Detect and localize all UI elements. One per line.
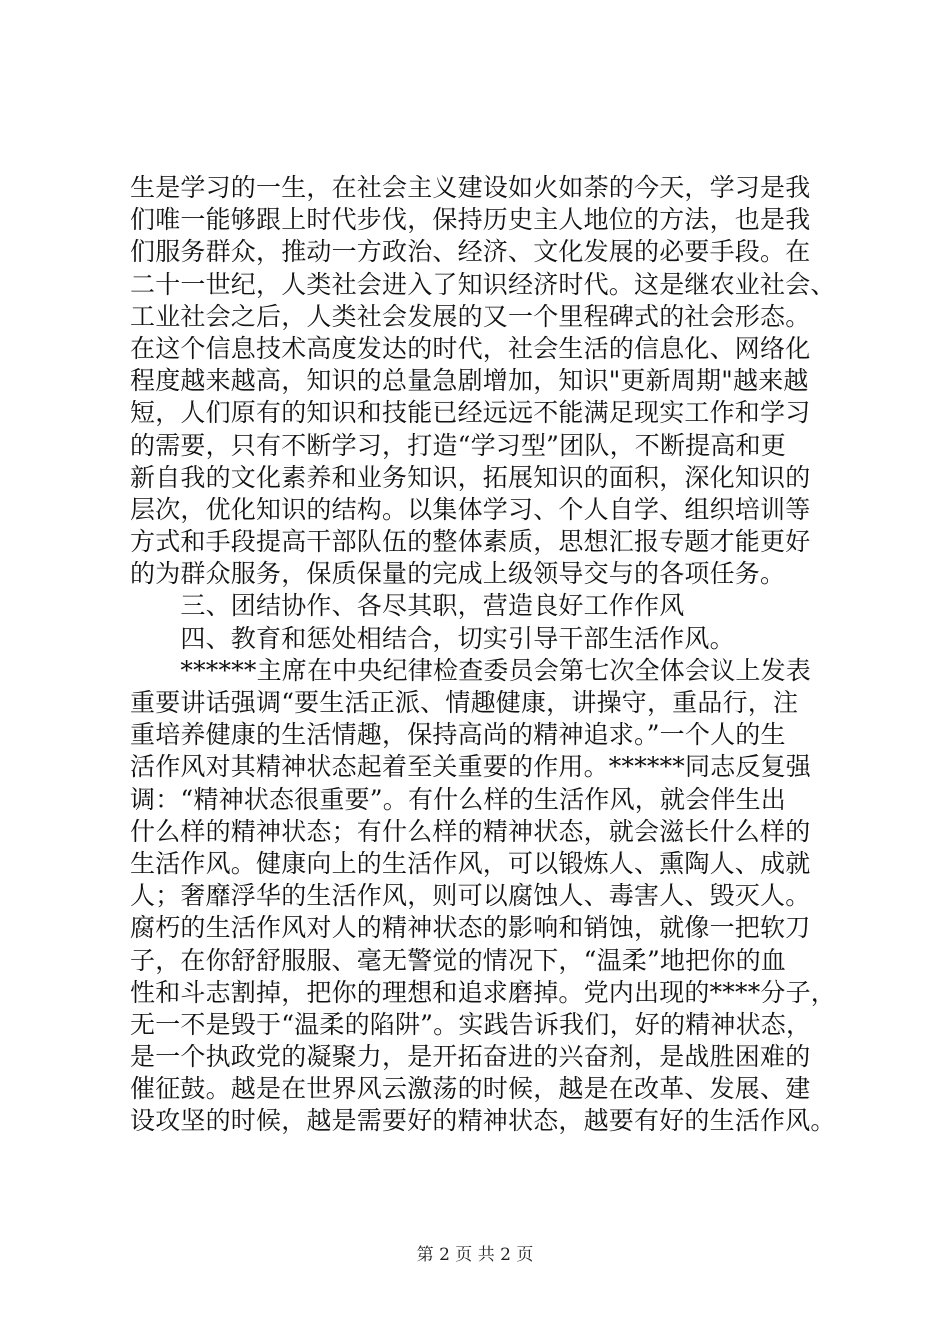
page-number-label: 第 2 页 共 2 页 [416,1245,534,1265]
text-line: 生活作风。健康向上的生活作风，可以锻炼人、熏陶人、成就 [130,848,811,878]
text-line: 重要讲话强调“要生活正派、情趣健康，讲操守，重品行，注 [130,688,799,717]
section-heading-3: 三、团结协作、各尽其职，营造良好工作作风 [130,591,685,621]
text-line: 二十一世纪，人类社会进入了知识经济时代。这是继农业社会、 [130,269,836,299]
text-line: 的需要，只有不断学习，打造“学习型”团队，不断提高和更 [130,430,786,460]
text-line: 层次，优化知识的结构。以集体学习、个人自学、组织培训等 [130,494,811,524]
text-line: 子，在你舒舒服服、毫无警觉的情况下，“温柔”地把你的血 [130,945,786,975]
text-line: 新自我的文化素养和业务知识，拓展知识的面积，深化知识的 [130,462,811,492]
text-line: ******主席在中央纪律检查委员会第七次全体会议上发表 [130,655,812,685]
text-line: 无一不是毁于“温柔的陷阱”。实践告诉我们，好的精神状态， [130,1009,812,1039]
text-line: 重培养健康的生活情趣，保持高尚的精神追求。”一个人的生 [130,720,786,750]
text-line: 腐朽的生活作风对人的精神状态的影响和销蚀，就像一把软刀 [130,913,811,943]
text-line: 程度越来越高，知识的总量急剧增加，知识"更新周期"越来越 [130,366,809,396]
body-text [130,172,837,1138]
page-footer [0,1240,950,1265]
text-line: 什么样的精神状态；有什么样的精神状态，就会滋长什么样的 [130,816,811,846]
text-line: 活作风对其精神状态起着至关重要的作用。******同志反复强 [130,752,812,782]
section-heading-4: 四、教育和惩处相结合，切实引导干部生活作风。 [130,623,735,653]
text-line: 调：“精神状态很重要”。有什么样的生活作风，就会伴生出 [130,784,786,814]
text-line: 工业社会之后，人类社会发展的又一个里程碑式的社会形态。 [130,301,811,331]
text-line: 短，人们原有的知识和技能已经远远不能满足现实工作和学习 [130,398,811,428]
text-line: 是一个执政党的凝聚力，是开拓奋进的兴奋剂，是战胜困难的 [130,1042,811,1072]
text-line: 们唯一能够跟上时代步伐，保持历史主人地位的方法，也是我 [130,205,811,235]
text-line: 生是学习的一生，在社会主义建设如火如荼的今天，学习是我 [130,173,811,202]
text-line: 设攻坚的时候，越是需要好的精神状态，越要有好的生活作风。 [130,1106,836,1136]
text-line: 人；奢靡浮华的生活作风，则可以腐蚀人、毒害人、毁灭人。 [130,881,811,911]
text-line: 们服务群众，推动一方政治、经济、文化发展的必要手段。在 [130,237,811,267]
text-line: 性和斗志割掉，把你的理想和追求磨掉。党内出现的****分子， [130,977,837,1007]
text-line: 催征鼓。越是在世界风云激荡的时候，越是在改革、发展、建 [130,1074,811,1104]
text-line: 在这个信息技术高度发达的时代，社会生活的信息化、网络化 [130,333,811,363]
text-line: 的为群众服务，保质保量的完成上级领导交与的各项任务。 [130,559,786,589]
text-line: 方式和手段提高干部队伍的整体素质，思想汇报专题才能更好 [130,527,811,557]
